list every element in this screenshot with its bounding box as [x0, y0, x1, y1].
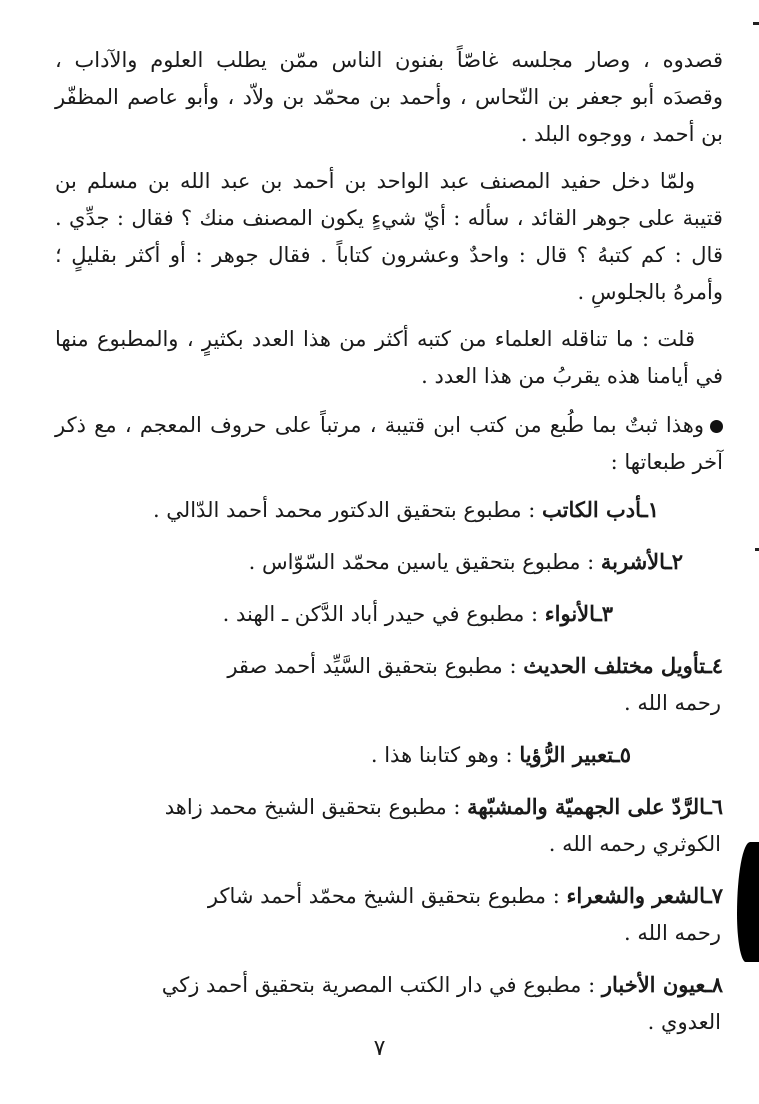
- item-text: : مطبوع بتحقيق الدكتور محمد أحمد الدّالي .: [152, 498, 543, 522]
- item-number: ٢ـ: [665, 549, 683, 574]
- item-title: تأويل مختلف الحديث: [523, 653, 706, 678]
- item-number: ١ـ: [641, 497, 659, 522]
- list-item: [55, 647, 723, 722]
- intro-line: وهذا ثبتٌ بما طُبع من كتب ابن قتيبة ، مرتباً على حروف المعجم ، مع: [94, 413, 704, 437]
- item-number: ٦ـ: [705, 794, 723, 819]
- paragraph-line: ولمّا دخل حفيد المصنف عبد الواحد بن أحمد بن عبد الله بن: [148, 169, 695, 193]
- item-title: الرَّدّ على الجهميّة والمشبّهة: [467, 794, 706, 819]
- paragraph-2: [55, 163, 723, 311]
- paragraph-line: قلت : ما تناقله العلماء من كتبه أكثر من هذا العدد بكثيرٍ ،: [186, 327, 696, 351]
- paragraph-line: والآداب ، وقصدَه أبو جعفر بن النّحاس ، وأحمد بن محمّد بن: [55, 48, 723, 109]
- item-title: عيون الأخبار: [601, 972, 706, 997]
- item-number: ٤ـ: [705, 653, 723, 678]
- list-item: [55, 543, 723, 581]
- item-text: : مطبوع بتحقيق السَّيِّد أحمد صقر: [227, 654, 524, 678]
- item-text: : مطبوع في دار الكتب المصرية بتحقيق أحمد زكي: [161, 973, 602, 997]
- item-title: أدب الكاتب: [542, 497, 642, 522]
- page-body: [55, 42, 723, 1055]
- list-item: [55, 491, 723, 529]
- item-continuation: رحمه الله .: [624, 691, 721, 715]
- book-list: [55, 491, 723, 1041]
- paragraph-line: مسلم بن قتيبة على جوهر القائد ، سأله : أيّ شيءٍ يكون المصنف: [55, 169, 723, 230]
- paragraph-3: [55, 321, 723, 395]
- item-text: : مطبوع بتحقيق ياسين محمّد السّوّاس .: [248, 550, 601, 574]
- item-text: : مطبوع بتحقيق الشيخ محمّد أحمد شاكر: [207, 884, 567, 908]
- paragraph-line: منك ؟ فقال : جدِّي . قال : كم كتبهُ ؟ قال : واحدٌ وعشرون كتاباً .: [55, 206, 723, 267]
- list-item: [55, 966, 723, 1041]
- list-item: [55, 877, 723, 952]
- item-continuation: العدوي .: [647, 1010, 721, 1034]
- paragraph-line: ولاّد ، وأبو عاصم المظفّر بن أحمد ، ووجوه البلد .: [55, 85, 723, 146]
- item-number: ٨ـ: [705, 972, 723, 997]
- paragraph-1: [55, 42, 723, 153]
- list-item: [55, 788, 723, 863]
- item-title: الأشربة: [600, 549, 666, 574]
- item-title: الأنواء: [544, 601, 596, 626]
- item-title: الشعر والشعراء: [566, 883, 706, 908]
- page-number: ٧: [373, 1036, 386, 1061]
- scan-edge-blot: [737, 842, 759, 962]
- item-number: ٥ـ: [613, 742, 631, 767]
- item-number: ٣ـ: [595, 601, 613, 626]
- paragraph-line: قصدوه ، وصار مجلسه غاصّاً بفنون الناس ممّن يطلب العلوم: [150, 48, 723, 72]
- scan-edge-mark: [755, 548, 759, 551]
- list-intro: [55, 407, 723, 481]
- item-text: : وهو كتابنا هذا .: [370, 743, 520, 767]
- item-title: تعبير الرُّؤيا: [519, 742, 614, 767]
- item-text: : مطبوع في حيدر أباد الدَّكن ـ الهند .: [222, 602, 545, 626]
- bullet-icon: [710, 420, 723, 433]
- intro-line: ذكر آخر طبعاتها :: [55, 413, 723, 474]
- list-item: [55, 736, 723, 774]
- list-item: [55, 595, 723, 633]
- item-continuation: الكوثري رحمه الله .: [548, 832, 721, 856]
- paragraph-line: والمطبوع منها في أيامنا هذه يقربُ من هذا العدد .: [55, 327, 723, 388]
- scan-edge-mark: [753, 22, 759, 25]
- item-continuation: رحمه الله .: [624, 921, 721, 945]
- paragraph-line: فقال جوهر : أو أكثر بقليلٍ ؛ وأمرهُ بالجلوسِ .: [55, 243, 723, 304]
- item-text: : مطبوع بتحقيق الشيخ محمد زاهد: [164, 795, 468, 819]
- item-number: ٧ـ: [705, 883, 723, 908]
